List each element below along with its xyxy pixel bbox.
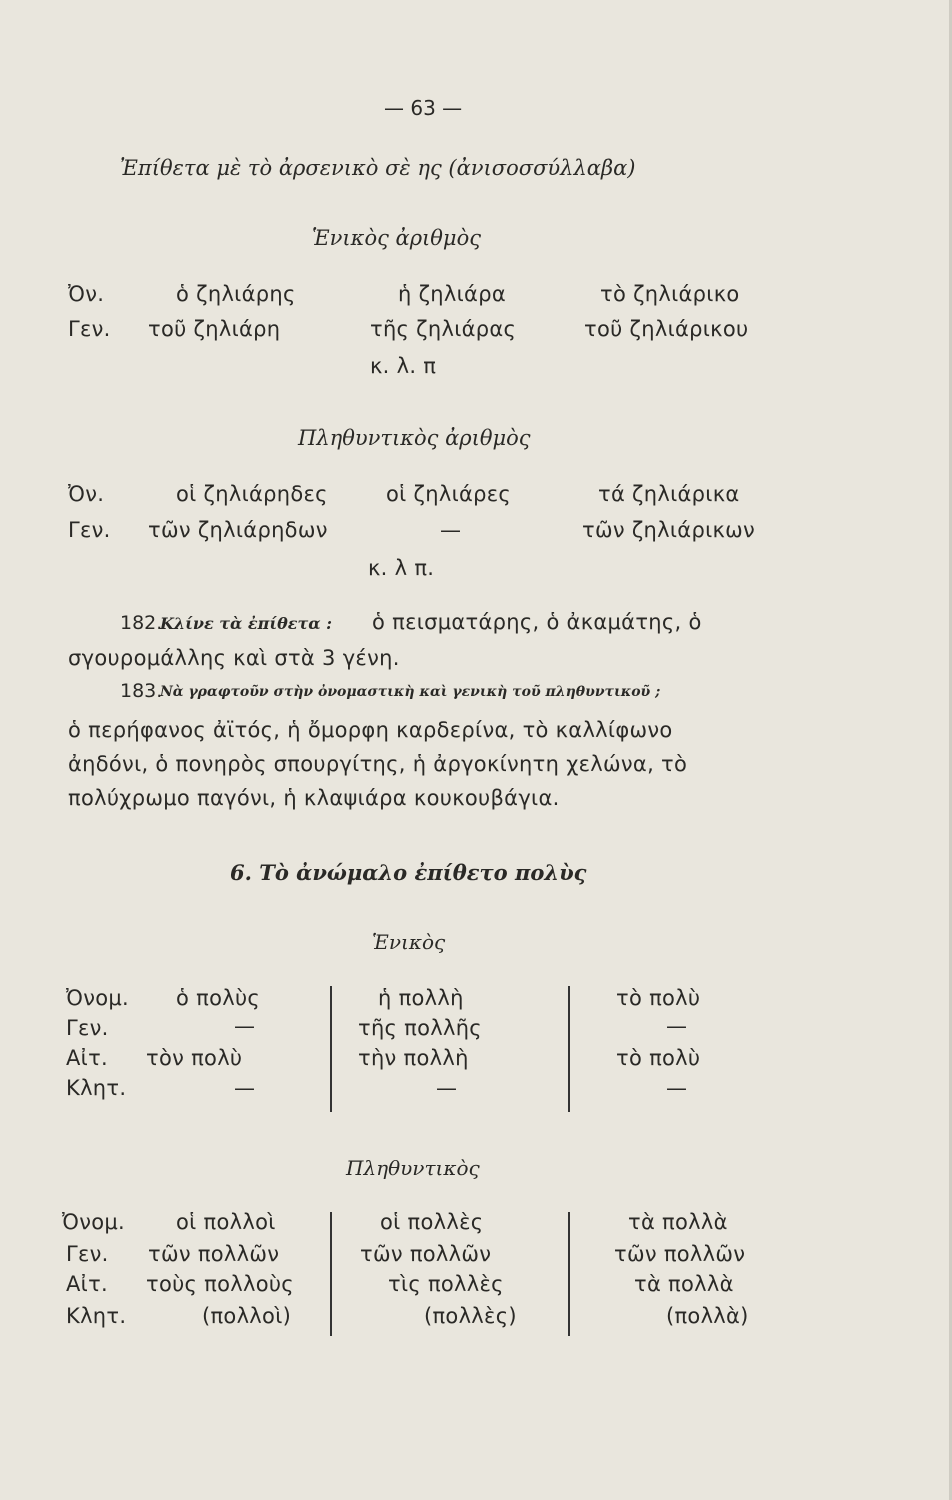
case-label: Ὀν. bbox=[68, 282, 105, 306]
case-label: Γεν. bbox=[66, 1016, 109, 1040]
neuter-form: (πολλὰ) bbox=[666, 1304, 749, 1328]
neuter-form: τὰ πολλὰ bbox=[634, 1272, 734, 1296]
neuter-form: τὰ πολλὰ bbox=[628, 1210, 728, 1234]
feminine-form: τῆς πολλῆς bbox=[358, 1016, 482, 1040]
exercise-text: ὁ πεισματάρης, ὁ ἀκαμάτης, ὁ bbox=[372, 610, 702, 634]
exercise-text: ὁ περήφανος ἀϊτός, ἡ ὄμορφη καρδερίνα, τὸ καλλίφωνο bbox=[68, 718, 673, 742]
case-label: Κλητ. bbox=[66, 1304, 127, 1328]
neuter-form: τὸ ζηλιάρικο bbox=[600, 282, 740, 306]
masculine-form: τὸν πολὺ bbox=[146, 1046, 243, 1070]
case-label: Γεν. bbox=[66, 1242, 109, 1266]
neuter-form: τῶν ζηλιάρικων bbox=[582, 518, 756, 542]
neuter-form: τά ζηλιάρικα bbox=[598, 482, 740, 506]
feminine-form: τὶς πολλὲς bbox=[388, 1272, 504, 1296]
masculine-form: τῶν ζηλιάρηδων bbox=[148, 518, 328, 542]
neuter-form: — bbox=[666, 1014, 688, 1038]
column-divider bbox=[330, 986, 332, 1112]
exercise-number: 182. bbox=[120, 612, 163, 634]
masculine-form: οἱ πολλοὶ bbox=[176, 1210, 276, 1234]
masculine-form: ὁ πολὺς bbox=[176, 986, 261, 1010]
feminine-form: (πολλὲς) bbox=[424, 1304, 517, 1328]
column-divider bbox=[568, 986, 570, 1112]
column-divider bbox=[330, 1212, 332, 1336]
case-label: Αἰτ. bbox=[66, 1272, 108, 1296]
case-label: Ὀνομ. bbox=[62, 1210, 126, 1234]
neuter-form: τὸ πολὺ bbox=[616, 1046, 701, 1070]
neuter-form: τῶν πολλῶν bbox=[614, 1242, 746, 1266]
exercise-instruction: Κλίνε τὰ ἐπίθετα : bbox=[160, 614, 333, 633]
exercise-number: 183. bbox=[120, 680, 163, 702]
case-label: Γεν. bbox=[68, 317, 111, 341]
feminine-form: οἱ ζηλιάρες bbox=[386, 482, 512, 506]
feminine-form: τῆς ζηλιάρας bbox=[370, 317, 517, 341]
neuter-form: — bbox=[666, 1076, 688, 1100]
feminine-form: τὴν πολλὴ bbox=[358, 1046, 469, 1070]
etc-abbreviation: κ. λ. π bbox=[370, 354, 437, 378]
masculine-form: — bbox=[234, 1076, 256, 1100]
masculine-form: — bbox=[234, 1014, 256, 1038]
case-label: Αἰτ. bbox=[66, 1046, 108, 1070]
case-label: Γεν. bbox=[68, 518, 111, 542]
singular-heading: Ἑνικὸς ἀριθμὸς bbox=[312, 226, 481, 250]
feminine-form: τῶν πολλῶν bbox=[360, 1242, 492, 1266]
etc-abbreviation: κ. λ π. bbox=[368, 556, 435, 580]
case-label: Ὀν. bbox=[68, 482, 105, 506]
exercise-text: σγουρομάλλης καὶ στὰ 3 γένη. bbox=[68, 646, 400, 670]
feminine-form: — bbox=[440, 518, 462, 542]
exercise-text: πολύχρωμο παγόνι, ἡ κλαψιάρα κουκουβάγια. bbox=[68, 786, 560, 810]
column-divider bbox=[568, 1212, 570, 1336]
feminine-form: ἡ ζηλιάρα bbox=[398, 282, 506, 306]
masculine-form: τοῦ ζηλιάρη bbox=[148, 317, 281, 341]
masculine-form: ὁ ζηλιάρης bbox=[176, 282, 296, 306]
section6-singular-heading: Ἑνικὸς bbox=[372, 930, 446, 954]
case-label: Κλητ. bbox=[66, 1076, 127, 1100]
case-label: Ὀνομ. bbox=[66, 986, 130, 1010]
section6-plural-heading: Πληθυντικὸς bbox=[346, 1156, 480, 1180]
feminine-form: ἡ πολλὴ bbox=[378, 986, 464, 1010]
section-title: Ἐπίθετα μὲ τὸ ἀρσενικὸ σὲ ης (ἀνισοσσύλλαβα) bbox=[120, 156, 636, 180]
feminine-form: — bbox=[436, 1076, 458, 1100]
neuter-form: τοῦ ζηλιάρικου bbox=[584, 317, 749, 341]
exercise-text: ἀηδόνι, ὁ πονηρὸς σπουργίτης, ἡ ἀργοκίνητη χελώνα, τὸ bbox=[68, 752, 688, 776]
page-number: — 63 — bbox=[384, 96, 463, 120]
masculine-form: οἱ ζηλιάρηδες bbox=[176, 482, 328, 506]
exercise-instruction: Νὰ γραφτοῦν στὴν ὀνομαστικὴ καὶ γενικὴ τοῦ πληθυντικοῦ ; bbox=[160, 684, 661, 700]
masculine-form: τοὺς πολλοὺς bbox=[146, 1272, 294, 1296]
neuter-form: τὸ πολὺ bbox=[616, 986, 701, 1010]
masculine-form: (πολλοὶ) bbox=[202, 1304, 292, 1328]
plural-heading: Πληθυντικὸς ἀριθμὸς bbox=[298, 426, 531, 450]
feminine-form: οἱ πολλὲς bbox=[380, 1210, 484, 1234]
masculine-form: τῶν πολλῶν bbox=[148, 1242, 280, 1266]
section6-title: 6. Τὸ ἀνώμαλο ἐπίθετο πολὺς bbox=[230, 860, 587, 885]
